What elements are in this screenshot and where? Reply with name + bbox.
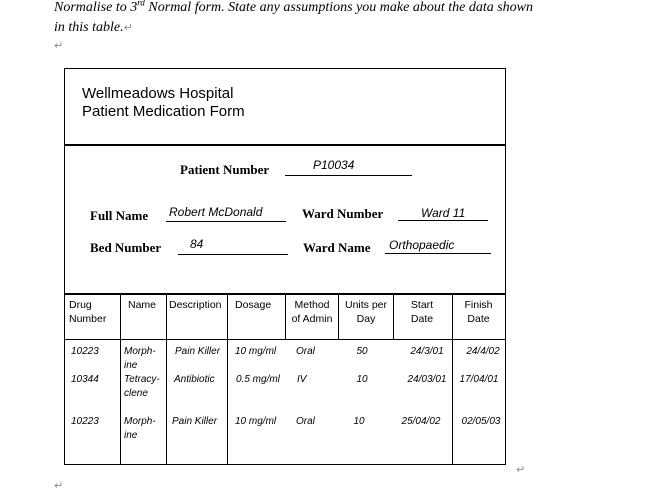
form-name: Patient Medication Form: [82, 103, 245, 120]
ward-name-value: Orthopaedic: [389, 238, 455, 252]
table-cell: Oral: [296, 346, 315, 357]
table-cell: 25/04/02: [401, 416, 441, 427]
header-divider: [64, 144, 506, 146]
header-start-date: Start Date: [410, 299, 434, 325]
ward-number-value: Ward 11: [421, 206, 466, 220]
ward-number-label: Ward Number: [302, 206, 384, 221]
paragraph-mark-icon: ↵: [54, 479, 64, 492]
header-description: Description: [169, 299, 222, 311]
full-name-value: Robert McDonald: [169, 205, 263, 219]
ward-name-label: Ward Name: [303, 240, 371, 255]
table-cell: 17/04/01: [459, 374, 499, 385]
paragraph-mark-icon: ↵: [123, 21, 133, 34]
header-method-of-admin: Method of Admin: [291, 299, 333, 325]
table-cell: Tetracy- clene: [124, 374, 160, 399]
instruction-text-end: in this table.: [54, 20, 124, 35]
table-cell: 10: [353, 416, 365, 427]
hospital-name: Wellmeadows Hospital: [82, 85, 234, 102]
table-cell: Oral: [296, 416, 315, 427]
header-name: Name: [128, 299, 157, 311]
column-divider: [227, 294, 228, 465]
header-dosage: Dosage: [235, 299, 272, 311]
instruction-line-1: [54, 0, 533, 16]
header-finish-date: Finish Date: [464, 299, 493, 325]
header-drug-number: Drug Number: [69, 299, 107, 325]
table-cell: 02/05/03: [461, 416, 501, 427]
table-cell: 10223: [71, 416, 99, 427]
table-cell: Antibiotic: [174, 374, 215, 385]
form-title: [82, 85, 245, 121]
instruction-text: Normalise to 3: [54, 0, 138, 15]
table-cell: 10 mg/ml: [235, 346, 277, 357]
column-divider: [166, 294, 167, 465]
table-cell: Pain Killer: [175, 346, 221, 357]
instruction-line-2: [54, 20, 133, 36]
table-cell: 24/4/02: [466, 346, 500, 357]
table-cell: 50: [356, 346, 368, 357]
table-cell: 24/03/01: [407, 374, 447, 385]
table-cell: Morph- ine: [124, 346, 156, 371]
table-cell: 10344: [71, 374, 99, 385]
medication-form-frame: [64, 68, 506, 465]
full-name-label: Full Name: [90, 208, 149, 223]
column-divider: [120, 294, 121, 465]
patient-number-value: P10034: [313, 158, 355, 172]
table-cell: Pain Killer: [172, 416, 218, 427]
bed-number-value: 84: [190, 237, 204, 251]
table-cell: 0.5 mg/ml: [236, 374, 280, 385]
ordinal-superscript: rd: [137, 0, 145, 8]
instruction-text-cont: Normal form. State any assumptions you make about the data shown: [144, 0, 534, 15]
table-cell: 10223: [71, 346, 99, 357]
table-cell: 10 mg/ml: [235, 416, 277, 427]
table-cell: 10: [356, 374, 368, 385]
header-units-per-day: Units per Day: [344, 299, 387, 325]
patient-number-label: Patient Number: [180, 162, 270, 177]
paragraph-mark-icon: ↵: [54, 39, 64, 52]
table-cell: Morph- ine: [124, 416, 156, 441]
table-cell: 24/3/01: [410, 346, 444, 357]
paragraph-mark-icon: ↵: [516, 463, 526, 476]
table-cell: IV: [297, 374, 307, 385]
bed-number-label: Bed Number: [90, 240, 162, 255]
table-header-rule: [64, 339, 506, 340]
